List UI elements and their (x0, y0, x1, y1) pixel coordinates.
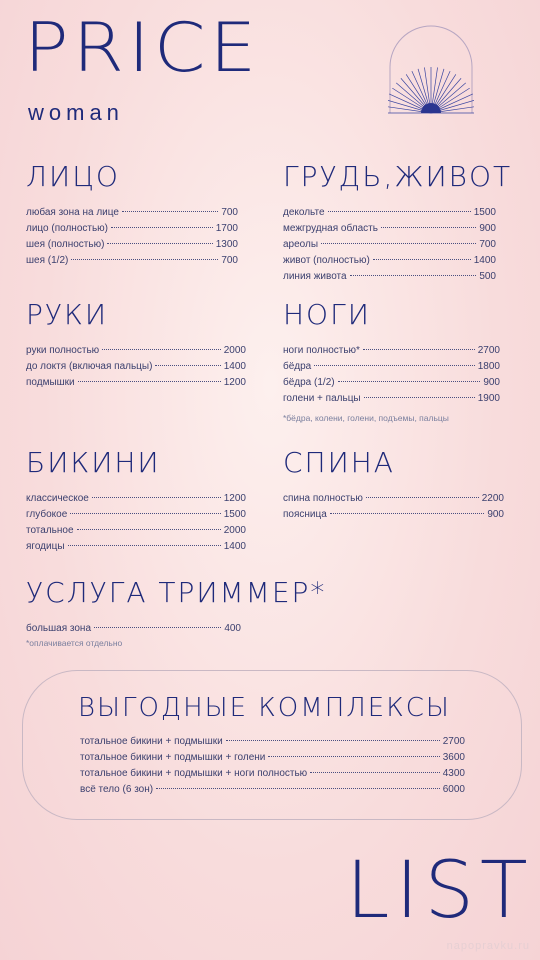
service-name: подмышки (26, 377, 75, 388)
service-price: 700 (221, 255, 238, 266)
note-legs: *бёдра, колени, голени, подъемы, пальцы (283, 413, 449, 423)
service-name: ареолы (283, 239, 319, 250)
dot-leader (70, 513, 220, 514)
service-price: 2200 (481, 493, 504, 504)
price-row (26, 375, 246, 391)
service-name: глубокое (26, 509, 68, 520)
section-chest (283, 160, 513, 285)
service-name: декольте (283, 207, 325, 218)
service-price: 2000 (223, 345, 246, 356)
service-name: шея (1/2) (26, 255, 69, 266)
price-row (283, 269, 496, 285)
section-arms (26, 298, 246, 391)
service-name: тотальное бикини + подмышки + ноги полностью (80, 768, 308, 779)
price-row (26, 621, 241, 637)
price-row (283, 375, 500, 391)
service-price: 1200 (223, 493, 246, 504)
dot-leader (77, 529, 221, 530)
price-list-arms (26, 343, 246, 391)
dot-leader (92, 497, 221, 498)
price-list-back (283, 491, 504, 523)
service-price: 1400 (473, 255, 496, 266)
price-row (26, 205, 238, 221)
dot-leader (321, 243, 476, 244)
service-price: 1400 (223, 361, 246, 372)
section-title-arms: РУКИ (26, 298, 108, 331)
service-price: 1400 (223, 541, 246, 552)
price-row (283, 237, 496, 253)
service-name: линия живота (283, 271, 347, 282)
service-name: голени + пальцы (283, 393, 361, 404)
section-title-chest: ГРУДЬ,ЖИВОТ (283, 160, 513, 193)
price-list-combos (80, 734, 465, 798)
section-trimmer (26, 576, 327, 648)
dot-leader (328, 211, 471, 212)
dot-leader (111, 227, 213, 228)
section-back (283, 446, 504, 523)
service-name: классическое (26, 493, 89, 504)
service-name: бёдра (1/2) (283, 377, 335, 388)
service-price: 900 (479, 223, 496, 234)
dot-leader (350, 275, 477, 276)
dot-leader (330, 513, 485, 514)
section-face (26, 160, 238, 269)
price-row (283, 221, 496, 237)
service-price: 700 (479, 239, 496, 250)
section-legs (283, 298, 500, 423)
price-title: PRICE (24, 8, 261, 88)
dot-leader (226, 740, 440, 741)
price-list-chest (283, 205, 496, 285)
service-name: большая зона (26, 623, 92, 634)
service-name: любая зона на лице (26, 207, 119, 218)
woman-subtitle: woman (28, 100, 124, 125)
service-price: 1200 (223, 377, 246, 388)
service-price: 4300 (442, 768, 465, 779)
section-title-trimmer: УСЛУГА ТРИММЕР* (26, 576, 327, 609)
dot-leader (107, 243, 212, 244)
dot-leader (122, 211, 218, 212)
dot-leader (338, 381, 481, 382)
price-row (26, 523, 246, 539)
service-name: поясница (283, 509, 327, 520)
service-price: 1900 (477, 393, 500, 404)
section-title-back: СПИНА (283, 446, 395, 479)
dot-leader (68, 545, 221, 546)
service-price: 2700 (442, 736, 465, 747)
dot-leader (364, 397, 475, 398)
price-list-trimmer (26, 621, 241, 637)
price-list-legs (283, 343, 500, 407)
section-title-face: ЛИЦО (26, 160, 120, 193)
service-price: 1700 (215, 223, 238, 234)
price-row (80, 734, 465, 750)
service-name: тотальное (26, 525, 74, 536)
service-name: бёдра (283, 361, 312, 372)
price-row (283, 359, 500, 375)
section-title-combos: ВЫГОДНЫЕ КОМПЛЕКСЫ (78, 693, 451, 723)
list-word: LIST (346, 846, 534, 936)
price-row (283, 391, 500, 407)
price-row (80, 750, 465, 766)
service-price: 500 (479, 271, 496, 282)
dot-leader (268, 756, 439, 757)
price-row (26, 221, 238, 237)
dot-leader (381, 227, 476, 228)
dot-leader (310, 772, 440, 773)
price-row (26, 491, 246, 507)
price-row (80, 766, 465, 782)
service-price: 2000 (223, 525, 246, 536)
dot-leader (155, 365, 220, 366)
service-price: 2700 (477, 345, 500, 356)
service-name: до локтя (включая пальцы) (26, 361, 153, 372)
price-row (26, 343, 246, 359)
section-title-bikini: БИКИНИ (26, 446, 161, 479)
service-name: шея (полностью) (26, 239, 105, 250)
price-row (283, 491, 504, 507)
price-row (26, 507, 246, 523)
price-row (26, 359, 246, 375)
dot-leader (366, 497, 479, 498)
service-name: тотальное бикини + подмышки + голени (80, 752, 266, 763)
service-price: 700 (221, 207, 238, 218)
service-name: тотальное бикини + подмышки (80, 736, 223, 747)
service-price: 900 (487, 509, 504, 520)
service-price: 1300 (215, 239, 238, 250)
price-list-face (26, 205, 238, 269)
service-price: 900 (483, 377, 500, 388)
note-trimmer: *оплачивается отдельно (26, 638, 123, 648)
price-row (80, 782, 465, 798)
service-name: руки полностью (26, 345, 100, 356)
service-name: ноги полностью* (283, 345, 360, 356)
dot-leader (363, 349, 475, 350)
service-name: лицо (полностью) (26, 223, 109, 234)
dot-leader (94, 627, 221, 628)
price-row (26, 253, 238, 269)
dot-leader (102, 349, 221, 350)
dot-leader (373, 259, 471, 260)
price-row (26, 539, 246, 555)
price-row (283, 507, 504, 523)
dot-leader (71, 259, 218, 260)
price-row (283, 343, 500, 359)
service-price: 400 (224, 623, 241, 634)
service-name: ягодицы (26, 541, 65, 552)
price-row (283, 253, 496, 269)
price-row (26, 237, 238, 253)
dot-leader (156, 788, 440, 789)
service-price: 1500 (473, 207, 496, 218)
dot-leader (314, 365, 475, 366)
service-price: 6000 (442, 784, 465, 795)
service-name: живот (полностью) (283, 255, 370, 266)
price-list-bikini (26, 491, 246, 555)
service-price: 1500 (223, 509, 246, 520)
price-row (283, 205, 496, 221)
service-name: межгрудная область (283, 223, 378, 234)
service-price: 3600 (442, 752, 465, 763)
sunrise-arch-icon (388, 25, 474, 115)
service-name: всё тело (6 зон) (80, 784, 154, 795)
service-price: 1800 (477, 361, 500, 372)
dot-leader (78, 381, 221, 382)
service-name: спина полностью (283, 493, 363, 504)
section-title-legs: НОГИ (283, 298, 371, 331)
section-bikini (26, 446, 246, 555)
watermark: napopravku.ru (446, 940, 530, 952)
